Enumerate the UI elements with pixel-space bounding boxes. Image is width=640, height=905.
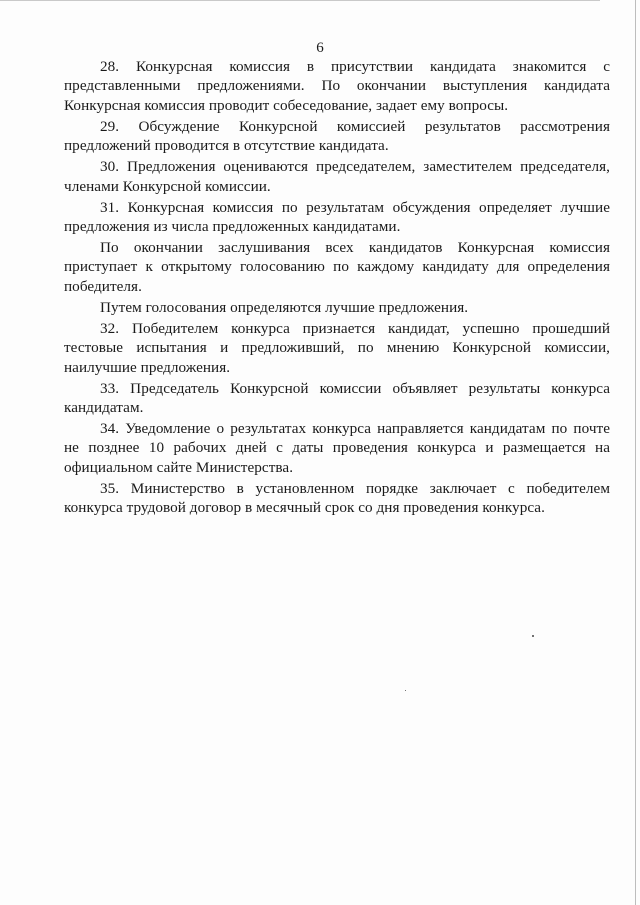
paragraph-35: 35. Министерство в установленном порядке заключает с победителем конкурса трудовой договор в месячный срок со дня проведения конкурса. bbox=[64, 479, 610, 517]
paragraph-29: 29. Обсуждение Конкурсной комиссией результатов рассмотрения предложений проводится в отсутствие кандидата. bbox=[64, 117, 610, 155]
paragraph-voting-result: Путем голосования определяются лучшие предложения. bbox=[100, 298, 469, 316]
scan-top-edge bbox=[0, 0, 600, 1]
paragraph-32: 32. Победителем конкурса признается кандидат, успешно прошедший тестовые испытания и предложивший, по мнению Конкурсной комиссии, наилучшие предложения. bbox=[64, 319, 610, 376]
paragraph-31: 31. Конкурсная комиссия по результатам обсуждения определяет лучшие предложения из числа предложенных кандидатами. bbox=[64, 198, 610, 236]
paragraph-28: 28. Конкурсная комиссия в присутствии кандидата знакомится с представленными предложениями. По окончании выступления кандидата Конкурсная комиссия проводит собеседование, задает ему вопросы. bbox=[64, 58, 610, 114]
scan-speck bbox=[405, 690, 406, 691]
paragraph-30: 30. Предложения оцениваются председателем, заместителем председателя, членами Конкурсной комиссии. bbox=[64, 158, 610, 195]
paragraph-33: 33. Председатель Конкурсной комиссии объявляет результаты конкурса кандидатам. bbox=[64, 379, 610, 417]
scan-right-edge bbox=[635, 0, 636, 905]
scan-speck bbox=[532, 635, 534, 637]
paragraph-34: 34. Уведомление о результатах конкурса направляется кандидатам по почте не позднее 10 рабочих дней с даты проведения конкурса и размещается на официальном сайте Министерства. bbox=[64, 420, 610, 476]
paragraph-voting-start: По окончании заслушивания всех кандидатов Конкурсная комиссия приступает к открытому голосованию по каждому кандидату для определения победителя. bbox=[64, 239, 610, 295]
page-number: 6 bbox=[316, 40, 324, 56]
document-body bbox=[64, 57, 610, 519]
